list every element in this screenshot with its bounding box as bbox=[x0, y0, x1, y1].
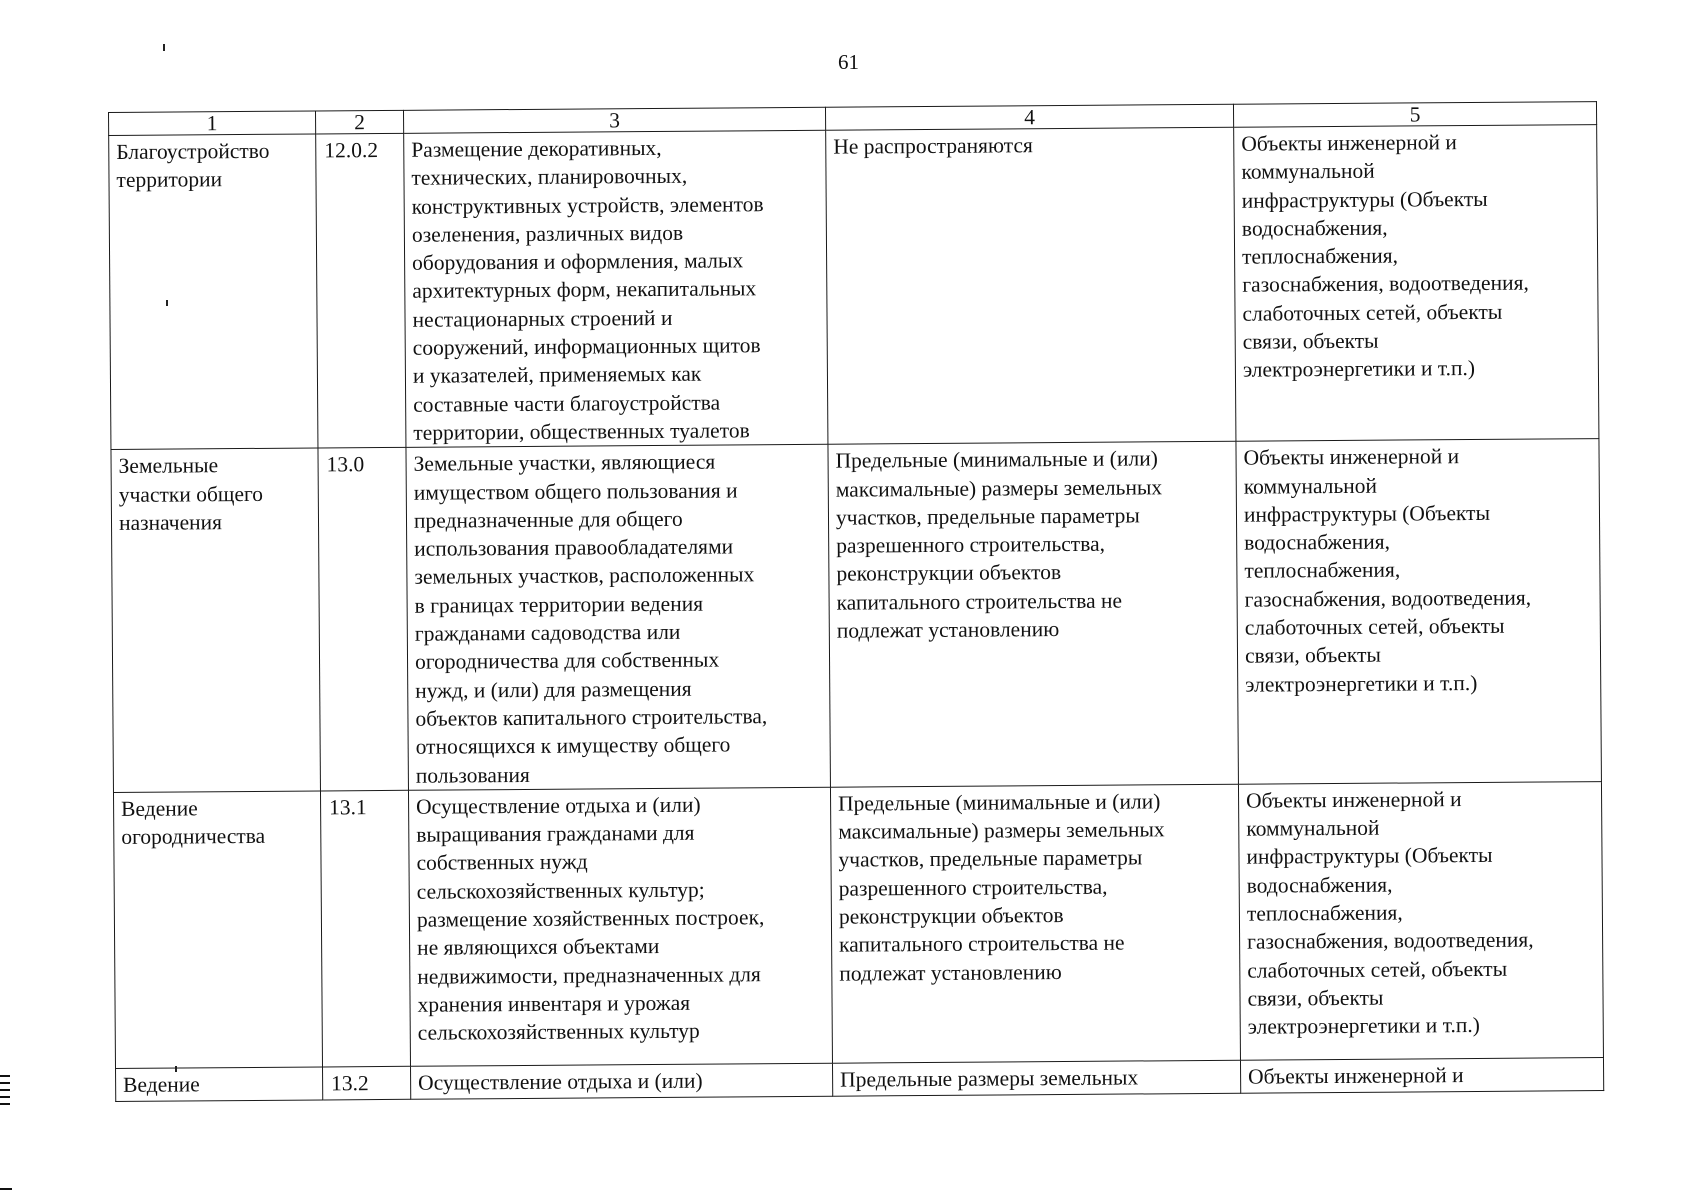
column-number: 5 bbox=[1233, 102, 1596, 128]
auxiliary-objects: Объекты инженерной и коммунальной инфраструктуры (Объекты водоснабжения, теплоснабжения, газоснабжения, водоотведения, слаботочных сетей, объекты связи, объекты электроэнергетики и т.п.) bbox=[1238, 781, 1603, 1060]
use-type-code: 12.0.2 bbox=[316, 133, 406, 448]
column-number: 1 bbox=[109, 111, 316, 136]
auxiliary-objects: Объекты инженерной и коммунальной инфраструктуры (Объекты водоснабжения, теплоснабжения, газоснабжения, водоотведения, слаботочных сетей, объекты связи, объекты электроэнергетики и т.п.) bbox=[1236, 439, 1602, 784]
table-row bbox=[109, 125, 1599, 450]
use-type-description: Размещение декоративных, технических, планировочных, конструктивных устройств, элементов озеленения, различных видов оборудования и оформления, малых архитектурных форм, некапитальных нестационарных строений и сооружений, информационных щитов и указателей, применяемых как составные части благоустройства территории, общественных туалетов bbox=[404, 130, 828, 447]
auxiliary-objects: Объекты инженерной и bbox=[1240, 1057, 1603, 1093]
use-type-code: 13.1 bbox=[320, 790, 410, 1067]
column-number: 2 bbox=[315, 110, 403, 134]
table-row bbox=[113, 781, 1603, 1068]
limit-parameters: Предельные (минимальные и (или) максимальные) размеры земельных участков, предельные параметры разрешенного строительства, реконструкции объектов капитального строительства не подлежат установлению bbox=[830, 784, 1240, 1063]
use-type-name: Благоустройство территории bbox=[109, 134, 318, 450]
use-type-code: 13.0 bbox=[318, 448, 409, 791]
column-number: 4 bbox=[825, 104, 1233, 130]
scan-edge-marks bbox=[0, 1075, 10, 1105]
use-type-description: Осуществление отдыха и (или) выращивания гражданами для собственных нужд сельскохозяйственных культур; размещение хозяйственных построек, не являющихся объектами недвижимости, предназначенных для хранения инвентаря и урожая сельскохозяйственных культур bbox=[408, 787, 832, 1066]
use-type-name: Ведение огородничества bbox=[113, 791, 322, 1069]
table-row bbox=[111, 439, 1601, 792]
limit-parameters: Предельные размеры земельных bbox=[832, 1060, 1240, 1096]
scan-edge-line bbox=[0, 1188, 12, 1190]
auxiliary-objects: Объекты инженерной и коммунальной инфраструктуры (Объекты водоснабжения, теплоснабжения, газоснабжения, водоотведения, слаботочных сетей, объекты связи, объекты электроэнергетики и т.п.) bbox=[1234, 125, 1599, 442]
limit-parameters: Предельные (минимальные и (или) максимальные) размеры земельных участков, предельные параметры разрешенного строительства, реконструкции объектов капитального строительства не подлежат установлению bbox=[828, 442, 1239, 788]
use-type-description: Земельные участки, являющиеся имуществом общего пользования и предназначенные для общего использования правообладателями земельных участков, расположенных в границах территории ведения гражданами садоводства или огородничества для собственных нужд, и (или) для размещения объектов капитального строительства, относящихся к имуществу общего пользования bbox=[406, 444, 830, 790]
zoning-table bbox=[108, 101, 1604, 1102]
page-number: 61 bbox=[838, 50, 859, 74]
column-number: 3 bbox=[403, 107, 825, 133]
scan-speck bbox=[163, 44, 165, 51]
limit-parameters: Не распространяются bbox=[826, 127, 1236, 444]
use-type-code: 13.2 bbox=[323, 1066, 411, 1100]
use-type-description: Осуществление отдыха и (или) bbox=[411, 1063, 833, 1099]
use-type-name: Ведение bbox=[116, 1067, 323, 1102]
use-type-name: Земельные участки общего назначения bbox=[111, 448, 321, 792]
